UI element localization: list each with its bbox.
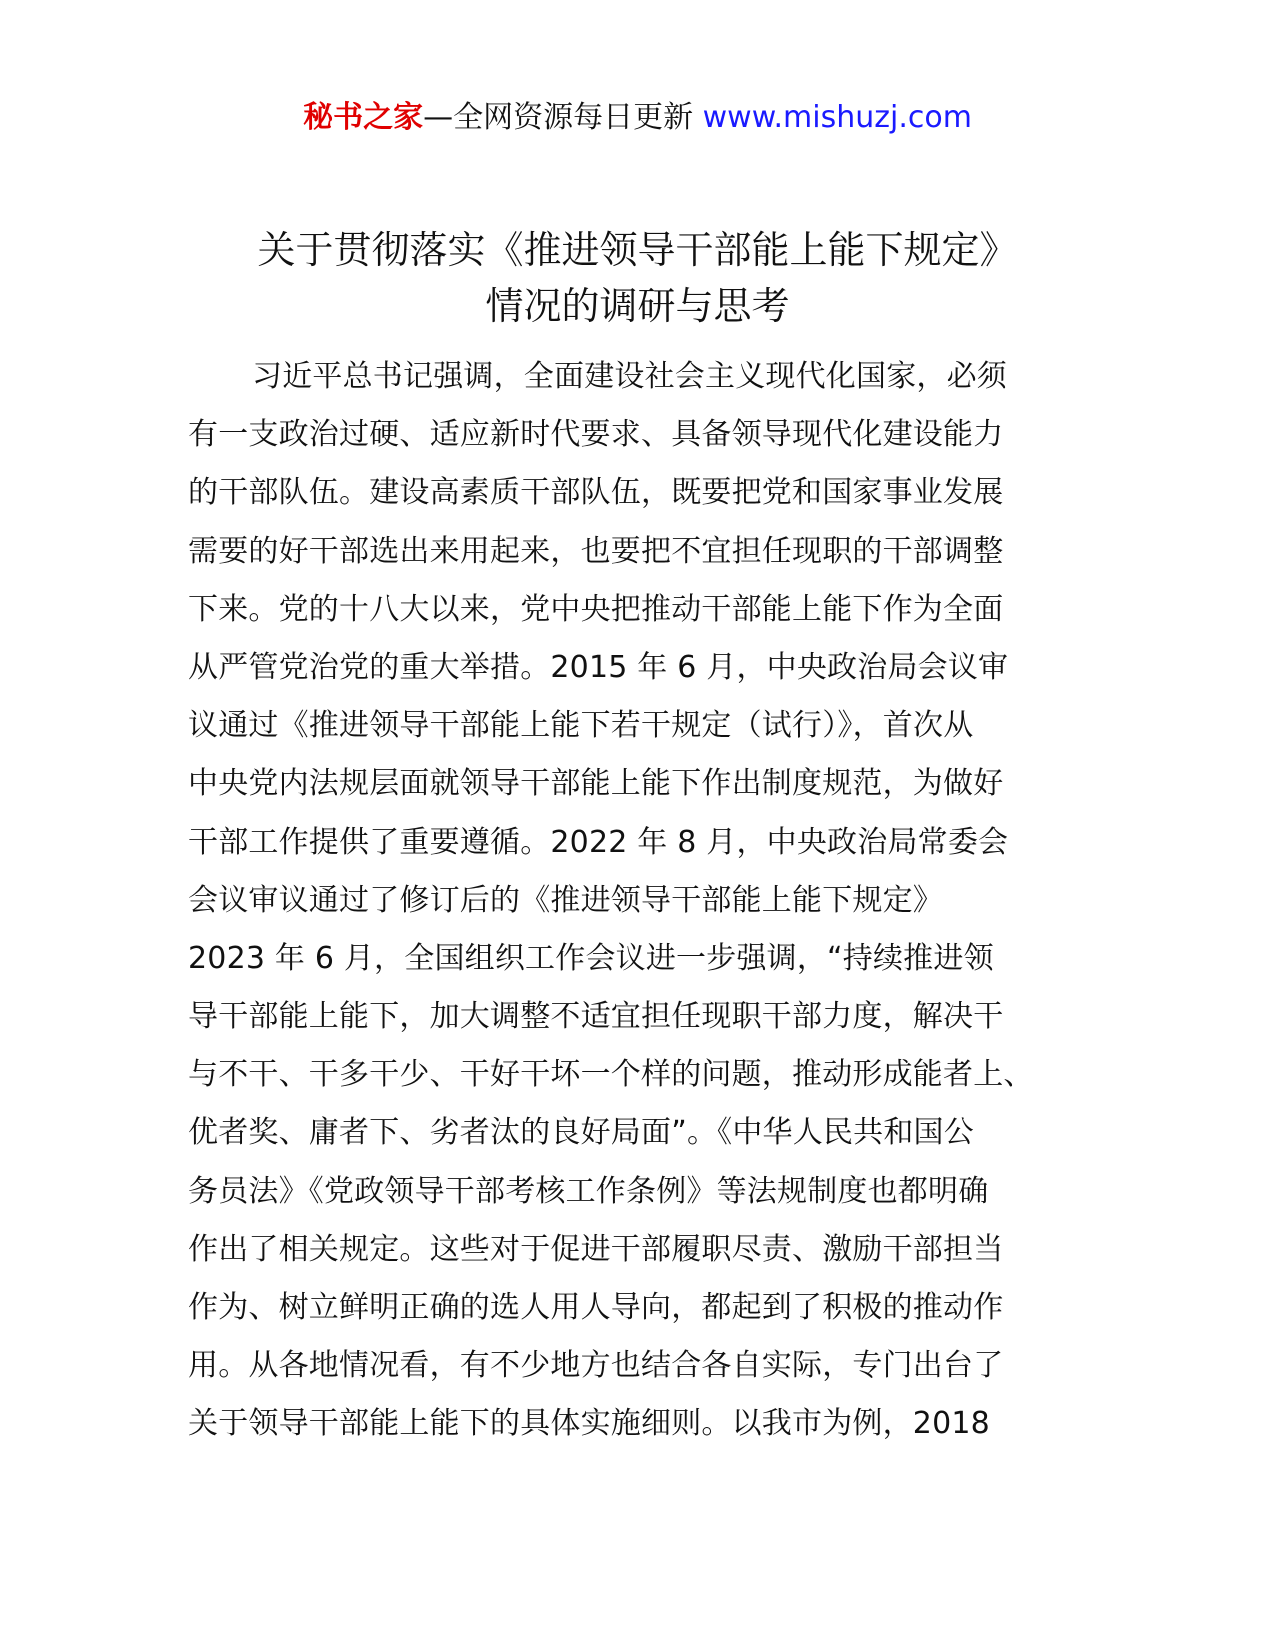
body-line: 会议审议通过了修订后的《推进领导干部能上能下规定》 (188, 882, 943, 918)
body-line: 作出了相关规定。这些对于促进干部履职尽责、激励干部担当 (188, 1231, 1004, 1267)
body-line: 中央党内法规层面就领导干部能上能下作出制度规范，为做好 (188, 766, 1004, 802)
body-line: 2023 年 6 月，全国组织工作会议进一步强调，“持续推进领 (188, 940, 994, 976)
body-line: 需要的好干部选出来用起来，也要把不宜担任现职的干部调整 (188, 533, 1004, 569)
body-paragraph (188, 348, 1088, 1454)
body-line: 用。从各地情况看，有不少地方也结合各自实际，专门出台了 (188, 1348, 1004, 1384)
body-line: 导干部能上能下，加大调整不适宜担任现职干部力度，解决干 (188, 999, 1004, 1035)
body-line: 优者奖、庸者下、劣者汰的良好局面”。《中华人民共和国公 (188, 1115, 974, 1151)
body-line: 与不干、干多干少、干好干坏一个样的问题，推动形成能者上、 (188, 1057, 1034, 1093)
body-line: 下来。党的十八大以来，党中央把推动干部能上能下作为全面 (188, 591, 1004, 627)
site-url-link[interactable]: www.mishuzj.com (702, 100, 972, 135)
page-header (0, 98, 1275, 138)
body-line: 务员法》《党政领导干部考核工作条例》等法规制度也都明确 (188, 1173, 989, 1209)
brand-name: 秘书之家 (303, 100, 424, 135)
body-line: 习近平总书记强调，全面建设社会主义现代化国家，必须 (252, 359, 1007, 394)
document-title (130, 222, 1145, 334)
body-line: 有一支政治过硬、适应新时代要求、具备领导现代化建设能力 (188, 417, 1004, 453)
body-line: 议通过《推进领导干部能上能下若干规定（试行）》，首次从 (188, 708, 974, 744)
title-line-1: 关于贯彻落实《推进领导干部能上能下规定》 (257, 228, 1018, 272)
body-line: 作为、树立鲜明正确的选人用人导向，都起到了积极的推动作 (188, 1290, 1004, 1325)
header-tagline: —全网资源每日更新 (423, 100, 694, 135)
body-line: 从严管党治党的重大举措。2015 年 6 月，中央政治局会议审 (188, 649, 1009, 685)
body-line: 关于领导干部能上能下的具体实施细则。以我市为例，2018 (188, 1406, 990, 1442)
body-line: 干部工作提供了重要遵循。2022 年 8 月，中央政治局常委会 (188, 824, 1009, 860)
title-line-2: 情况的调研与思考 (485, 284, 790, 328)
body-line: 的干部队伍。建设高素质干部队伍，既要把党和国家事业发展 (188, 475, 1004, 511)
